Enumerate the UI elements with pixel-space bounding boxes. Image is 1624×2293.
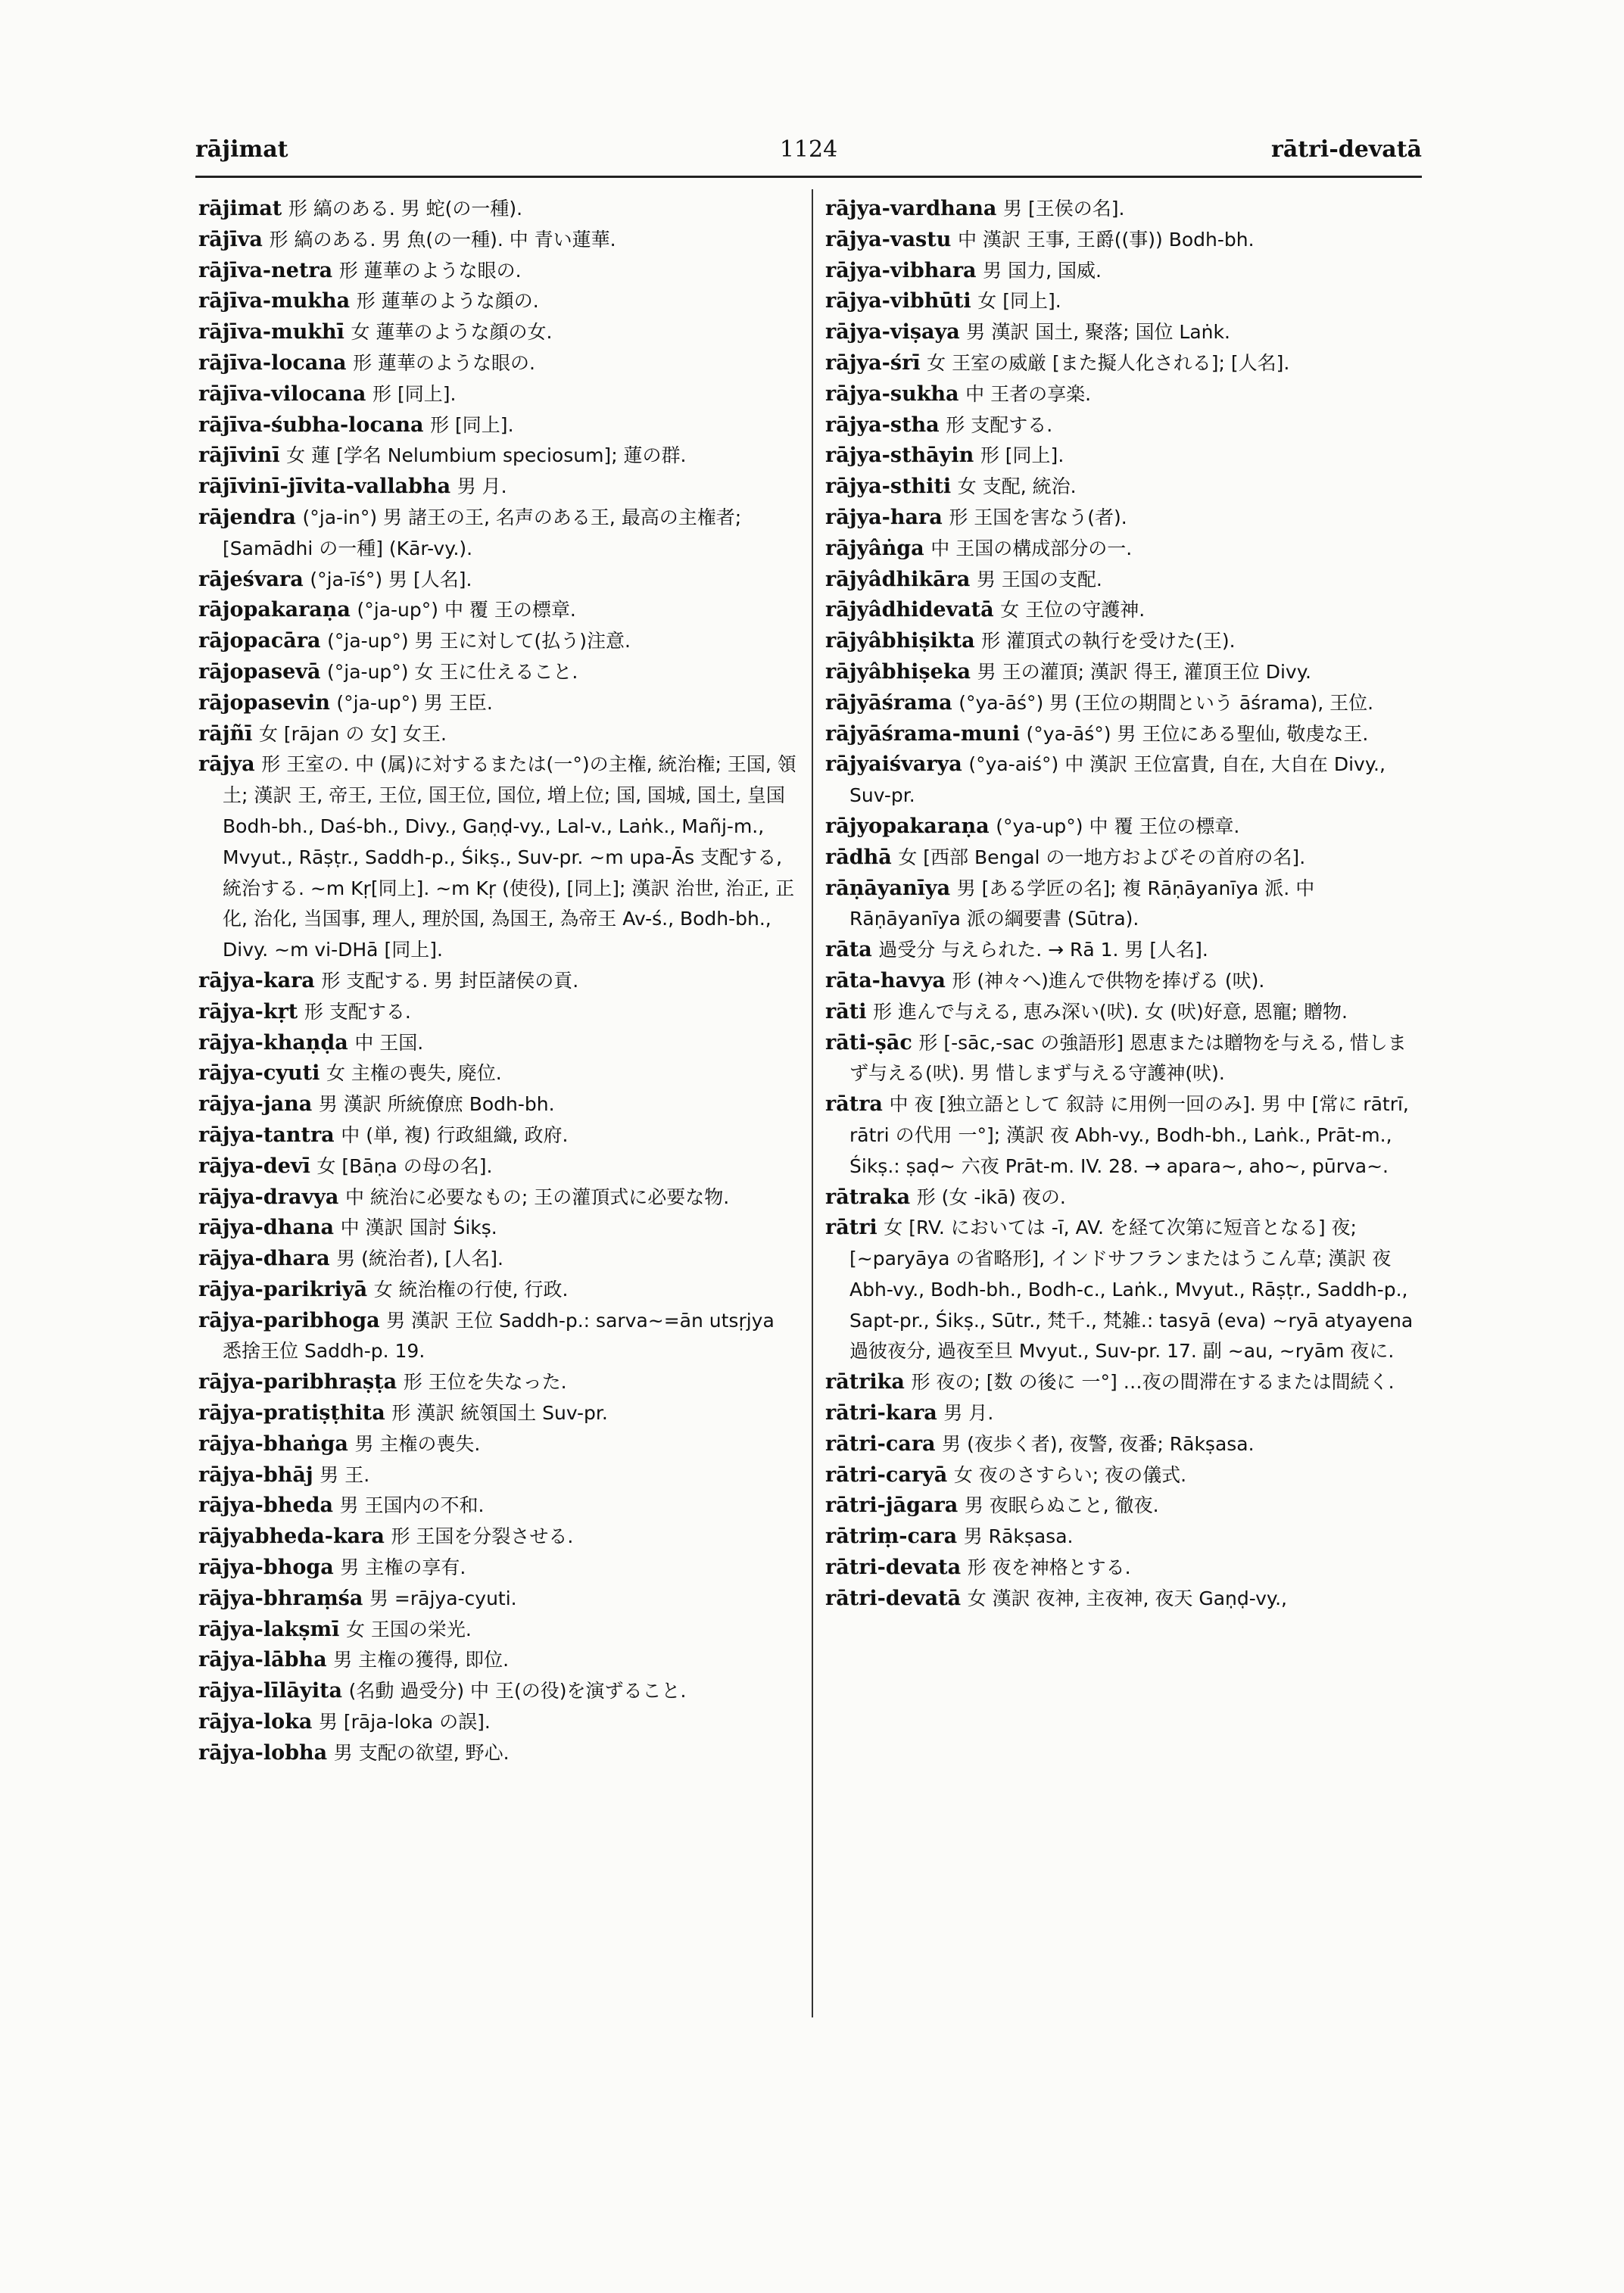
entry-headword: rājya-loka	[198, 1710, 313, 1734]
header-rule	[195, 176, 1422, 178]
entry-gloss: (°ja-in°) 男 諸王の王, 名声のある王, 最高の主権者; [Samādhi の一種] (Kār-vy.).	[223, 506, 742, 559]
entry-gloss: 形 王位を失なった.	[403, 1371, 567, 1394]
entry-gloss: 形 [同上].	[430, 413, 514, 436]
entry-headword: rājya-bhaṅga	[198, 1432, 348, 1456]
entry-headword: rājya-bhāj	[198, 1463, 313, 1487]
entry-headword: rājyāśrama-muni	[825, 721, 1020, 746]
entry-gloss: 男 主権の享有.	[340, 1556, 466, 1579]
dictionary-entry	[198, 1182, 796, 1213]
entry-headword: rājñī	[198, 721, 253, 746]
dictionary-entry	[825, 534, 1423, 565]
entry-gloss: 男 主権の獲得, 即位.	[333, 1649, 510, 1671]
entry-headword: rājya-paribhoga	[198, 1308, 380, 1332]
entry-headword: rājya-vibhūti	[825, 289, 971, 313]
dictionary-entry	[825, 626, 1423, 657]
entry-headword: rātri-caryā	[825, 1463, 948, 1487]
dictionary-entry	[825, 256, 1423, 287]
dictionary-entry	[198, 565, 796, 596]
dictionary-entry	[825, 966, 1423, 997]
entry-gloss: 中 王者の享楽.	[965, 382, 1092, 405]
dictionary-entry	[198, 719, 796, 750]
entry-gloss: (°ja-up°) 男 王に対して(払う)注意.	[327, 630, 631, 653]
entry-gloss: 形 蓮華のような眼の.	[338, 259, 522, 282]
dictionary-entry	[825, 503, 1423, 534]
entry-gloss: 中 王国の構成部分の一.	[930, 537, 1133, 559]
entry-headword: rātri	[825, 1216, 877, 1240]
dictionary-entry	[198, 1213, 796, 1244]
entry-gloss: 形 蓮華のような眼の.	[353, 351, 535, 374]
dictionary-entry	[198, 410, 796, 441]
right-column	[825, 194, 1423, 1615]
entry-headword: rājya-kṛt	[198, 999, 298, 1023]
dictionary-entry	[825, 688, 1423, 719]
entry-gloss: 男 王国の支配.	[976, 568, 1102, 590]
entry-gloss: 過受分 与えられた. → Rā 1. 男 [人名].	[878, 939, 1208, 961]
dictionary-entry	[825, 1089, 1423, 1182]
dictionary-entry	[198, 1306, 796, 1368]
dictionary-entry	[198, 1615, 796, 1646]
entry-headword: rājeśvara	[198, 567, 304, 591]
dictionary-entry	[198, 1244, 796, 1275]
dictionary-entry	[198, 1553, 796, 1584]
entry-gloss: (°ja-up°) 女 王に仕えること.	[327, 660, 578, 683]
entry-headword: rājyâṅga	[825, 536, 924, 560]
entry-headword: rājīva-locana	[198, 350, 347, 375]
entry-gloss: 形 灌頂式の執行を受けた(王).	[981, 630, 1236, 653]
entry-headword: rājya-sthiti	[825, 475, 952, 499]
entry-gloss: 中 (単, 複) 行政組織, 政府.	[341, 1123, 569, 1146]
entry-headword: rātrika	[825, 1370, 905, 1394]
entry-gloss: 形 (神々へ)進んで供物を捧げる (吠).	[952, 969, 1265, 992]
dictionary-entry	[198, 286, 796, 317]
entry-gloss: 男 国力, 国威.	[983, 259, 1102, 282]
entry-gloss: 形 王国を害なう(者).	[949, 506, 1127, 528]
entry-gloss: 形 支配する.	[304, 1000, 411, 1023]
entry-gloss: 女 漢訳 夜神, 主夜神, 夜天 Gaṇḍ-vy.,	[967, 1587, 1287, 1609]
dictionary-entry	[825, 1460, 1423, 1491]
entry-headword: rājya-lābha	[198, 1648, 327, 1672]
entry-gloss: 男 月.	[457, 475, 507, 498]
entry-headword: rājya-śrī	[825, 350, 921, 375]
entry-gloss: 女 支配, 統治.	[957, 475, 1077, 498]
entry-headword: rāti	[825, 999, 867, 1023]
entry-gloss: 形 支配する. 男 封臣諸侯の貢.	[321, 969, 579, 992]
entry-headword: rājya-tantra	[198, 1123, 335, 1147]
entry-headword: rājya-lakṣmī	[198, 1617, 340, 1641]
header-last-headword: rātri-devatā	[1271, 136, 1422, 163]
entry-gloss: 形 王室の. 中 (属)に対するまたは(一°)の主権, 統治権; 王国, 領土; 漢訳 王, 帝王, 王位, 国王位, 国位, 増上位; 国, 国城, 国土, 皇国 Bodh-bh., Daś-bh., Divy., Gaṇḍ-vy., Lal-v., Laṅk., Mañj-m., Mvyut., Rāṣṭr., Saddh-p., Śikṣ., Suv-pr. ~m upa-Ās 支配する, 統治する. ~m Kṛ[同上]. ~m Kṛ (使役), [同上]; 漢訳 治世, 治正, 正化, 治化, 当国事, 理人, 理於国, 為国王, 為帝王 Av-ś., Bodh-bh., Divy. ~m vi-DHā [同上].	[223, 753, 796, 961]
entry-headword: rājya-vastu	[825, 227, 952, 251]
entry-gloss: 男 [rāja-loka の誤].	[318, 1711, 491, 1734]
dictionary-entry	[198, 317, 796, 348]
dictionary-entry	[198, 966, 796, 997]
entry-headword: rātri-kara	[825, 1401, 937, 1425]
entry-gloss: 形 夜の; [数 の後に 一°] …夜の間滞在するまたは間続く.	[911, 1371, 1395, 1394]
entry-gloss: 女 [西部 Bengal の一地方およびその首府の名].	[898, 846, 1306, 868]
entry-headword: rāta	[825, 938, 872, 962]
dictionary-entry	[198, 441, 796, 472]
dictionary-entry	[198, 1584, 796, 1615]
entry-gloss: 男 (統治者), [人名].	[336, 1248, 504, 1270]
entry-headword: rājya-sukha	[825, 382, 959, 406]
dictionary-entry	[198, 626, 796, 657]
dictionary-entry	[198, 1738, 796, 1769]
entry-gloss: 女 統治権の行使, 行政.	[373, 1278, 569, 1301]
entry-gloss: 男 夜眠らぬこと, 徹夜.	[964, 1494, 1159, 1517]
header-first-headword: rājimat	[195, 136, 288, 163]
entry-headword: rājya-khaṇḍa	[198, 1030, 348, 1055]
dictionary-entry	[198, 1028, 796, 1059]
entry-gloss: 形 漢訳 統領国土 Suv-pr.	[391, 1402, 608, 1425]
dictionary-entry	[825, 719, 1423, 750]
dictionary-entry	[825, 565, 1423, 596]
dictionary-entry	[825, 595, 1423, 626]
entry-gloss: 中 王国.	[354, 1031, 424, 1054]
dictionary-entry	[825, 1522, 1423, 1553]
entry-headword: rājya-lobha	[198, 1740, 328, 1765]
page-number: 1124	[779, 136, 838, 163]
entry-headword: rāti-ṣāc	[825, 1030, 912, 1055]
entry-headword: rājya	[198, 752, 255, 777]
entry-headword: rātri-jāgara	[825, 1494, 959, 1518]
entry-headword: rājya-paribhraṣṭa	[198, 1370, 397, 1394]
dictionary-entry	[198, 1120, 796, 1151]
dictionary-entry	[825, 410, 1423, 441]
entry-headword: rātri-cara	[825, 1432, 936, 1456]
dictionary-entry	[198, 1367, 796, 1398]
dictionary-entry	[825, 1553, 1423, 1584]
dictionary-entry	[198, 225, 796, 256]
entry-gloss: 女 王位の守護神.	[1000, 599, 1146, 622]
entry-headword: rājya-pratiṣṭhita	[198, 1401, 385, 1425]
dictionary-entry	[198, 1460, 796, 1491]
entry-headword: rājīvinī	[198, 444, 280, 468]
entry-headword: rādhā	[825, 845, 892, 869]
dictionary-entry	[198, 688, 796, 719]
entry-gloss: 女 夜のさすらい; 夜の儀式.	[953, 1463, 1187, 1486]
dictionary-entry	[825, 1491, 1423, 1522]
entry-headword: rājya-cyuti	[198, 1061, 320, 1086]
dictionary-entry	[198, 657, 796, 688]
entry-headword: rājya-vibhara	[825, 258, 977, 282]
entry-gloss: (°ja-īś°) 男 [人名].	[310, 568, 472, 590]
entry-gloss: 形 [同上].	[372, 382, 457, 405]
dictionary-entry	[198, 1398, 796, 1429]
dictionary-entry	[825, 1429, 1423, 1460]
dictionary-entry	[825, 1028, 1423, 1090]
entry-headword: rātra	[825, 1092, 883, 1117]
entry-gloss: 男 [ある学匠の名]; 複 Rāṇāyanīya 派. 中 Rāṇāyanīya 派の綱要書 (Sūtra).	[849, 877, 1315, 930]
entry-headword: rājyāśrama	[825, 690, 952, 715]
entry-gloss: 男 Rākṣasa.	[963, 1525, 1074, 1548]
entry-gloss: 中 漢訳 王事, 王爵((事)) Bodh-bh.	[957, 228, 1255, 251]
dictionary-entry	[825, 441, 1423, 472]
dictionary-entry	[198, 256, 796, 287]
dictionary-entry	[825, 812, 1423, 843]
entry-headword: rātraka	[825, 1185, 911, 1209]
dictionary-entry	[198, 1676, 796, 1707]
entry-gloss: 男 漢訳 国土, 聚落; 国位 Laṅk.	[966, 321, 1230, 344]
entry-gloss: 男 王の灌頂; 漢訳 得王, 灌頂王位 Divy.	[977, 660, 1311, 683]
dictionary-entry	[825, 1213, 1423, 1367]
entry-headword: rāṇāyanīya	[825, 876, 951, 900]
entry-gloss: 女 [同上].	[977, 290, 1061, 313]
entry-headword: rājīva-mukhī	[198, 320, 344, 344]
entry-headword: rājīva-śubha-locana	[198, 413, 424, 437]
entry-gloss: (°ja-up°) 男 王臣.	[336, 691, 493, 714]
dictionary-entry	[825, 348, 1423, 379]
entry-gloss: (名動 過受分) 中 王(の役)を演ずること.	[348, 1680, 687, 1703]
dictionary-entry	[825, 225, 1423, 256]
dictionary-entry	[825, 1584, 1423, 1615]
dictionary-entry	[198, 1522, 796, 1553]
entry-headword: rājendra	[198, 505, 296, 529]
dictionary-entry	[825, 472, 1423, 503]
entry-headword: rājyabheda-kara	[198, 1525, 385, 1549]
entry-headword: rājya-līlāyita	[198, 1679, 343, 1703]
entry-gloss: 男 王.	[320, 1463, 370, 1486]
entry-gloss: 形 進んで与える, 恵み深い(吠). 女 (吠)好意, 恩寵; 贈物.	[873, 1000, 1348, 1023]
entry-gloss: 中 漢訳 国討 Śikṣ.	[340, 1217, 497, 1239]
entry-headword: rājya-dhana	[198, 1216, 335, 1240]
entry-headword: rājīva-vilocana	[198, 382, 366, 406]
entry-gloss: 中 夜 [独立語として 叙詩 に用例一回のみ]. 男 中 [常に rātrī, rātri の代用 一°]; 漢訳 夜 Abh-vy., Bodh-bh., Laṅk., Prāt-m., Śikṣ.: ṣaḍ~ 六夜 Prāt-m. IV. 28. → apara~, aho~, pūrva~.	[849, 1093, 1409, 1177]
entry-gloss: 男 漢訳 所統僚庶 Bodh-bh.	[318, 1093, 555, 1116]
entry-gloss: 女 [Bāṇa の母の名].	[316, 1154, 493, 1177]
entry-headword: rājyopakaraṇa	[825, 814, 990, 838]
entry-headword: rājya-devī	[198, 1154, 310, 1178]
entry-headword: rātriṃ-cara	[825, 1525, 958, 1549]
entry-headword: rājyâbhiṣeka	[825, 659, 971, 684]
entry-gloss: 形 [同上].	[980, 444, 1064, 467]
entry-gloss: 男 支配の欲望, 野心.	[333, 1741, 510, 1764]
entry-headword: rājopasevā	[198, 659, 321, 684]
entry-gloss: 女 主権の喪失, 廃位.	[326, 1062, 502, 1085]
entry-headword: rājīva	[198, 227, 263, 251]
entry-headword: rājīva-mukha	[198, 289, 351, 313]
entry-gloss: 女 蓮 [学名 Nelumbium speciosum]; 蓮の群.	[286, 444, 687, 467]
entry-headword: rājya-stha	[825, 413, 940, 437]
entry-headword: rājya-kara	[198, 968, 315, 992]
entry-headword: rājopacāra	[198, 629, 321, 653]
dictionary-entry	[825, 1182, 1423, 1213]
entry-gloss: (°ja-up°) 中 覆 王の標章.	[357, 599, 576, 622]
entry-headword: rājopakaraṇa	[198, 598, 351, 622]
dictionary-entry	[198, 595, 796, 626]
dictionary-entry	[198, 348, 796, 379]
dictionary-entry	[198, 1491, 796, 1522]
entry-gloss: 女 王国の栄光.	[345, 1618, 472, 1640]
dictionary-entry	[198, 503, 796, 565]
dictionary-entry	[825, 194, 1423, 225]
entry-gloss: 女 蓮華のような顔の女.	[351, 321, 553, 344]
entry-gloss: 男 (夜歩く者), 夜警, 夜番; Rākṣasa.	[942, 1432, 1255, 1455]
dictionary-entry	[825, 1398, 1423, 1429]
entry-headword: rāta-havya	[825, 968, 946, 992]
entry-gloss: 形 縞のある. 男 蛇(の一種).	[288, 198, 523, 220]
entry-gloss: 男 主権の喪失.	[354, 1432, 481, 1455]
entry-gloss: 形 (女 -ikā) 夜の.	[916, 1185, 1066, 1208]
entry-gloss: 形 蓮華のような顔の.	[356, 290, 539, 313]
entry-headword: rājya-dhara	[198, 1247, 330, 1271]
dictionary-entry	[825, 874, 1423, 936]
entry-headword: rājimat	[198, 197, 282, 220]
entry-gloss: 男 王国内の不和.	[339, 1494, 485, 1517]
entry-gloss: 形 縞のある. 男 魚(の一種). 中 青い蓮華.	[269, 228, 616, 251]
dictionary-entry	[198, 1151, 796, 1182]
entry-headword: rājya-bheda	[198, 1494, 333, 1518]
dictionary-entry	[198, 749, 796, 966]
entry-headword: rājyâbhiṣikta	[825, 629, 975, 653]
entry-gloss: 男 =rājya-cyuti.	[369, 1587, 517, 1609]
dictionary-entry	[198, 1089, 796, 1120]
entry-headword: rājya-bhraṃśa	[198, 1586, 363, 1610]
entry-headword: rājopasevin	[198, 690, 330, 715]
entry-gloss: 形 夜を神格とする.	[967, 1556, 1131, 1579]
entry-headword: rātri-devatā	[825, 1586, 962, 1610]
dictionary-entry	[198, 1645, 796, 1676]
entry-headword: rājya-dravya	[198, 1185, 339, 1209]
entry-headword: rājya-parikriyā	[198, 1277, 368, 1301]
entry-gloss: 女 王室の威厳 [また擬人化される]; [人名].	[927, 351, 1290, 374]
entry-headword: rājyâdhidevatā	[825, 598, 994, 622]
dictionary-entry	[198, 997, 796, 1028]
entry-gloss: 女 [rājan の 女] 女王.	[258, 722, 447, 745]
entry-headword: rājīva-netra	[198, 258, 333, 282]
dictionary-entry	[198, 1429, 796, 1460]
entry-gloss: (°ya-up°) 中 覆 王位の標章.	[996, 815, 1240, 837]
entry-headword: rājya-vardhana	[825, 197, 997, 220]
dictionary-entry	[198, 194, 796, 225]
entry-headword: rājya-jana	[198, 1092, 313, 1117]
dictionary-entry	[198, 1058, 796, 1089]
entry-gloss: 形 王国を分裂させる.	[391, 1525, 574, 1548]
dictionary-entry	[825, 935, 1423, 966]
dictionary-entry	[825, 286, 1423, 317]
dictionary-entry	[825, 997, 1423, 1028]
entry-gloss: 男 漢訳 王位 Saddh-p.: sarva~=ān utsṛjya 悉捨王位 Saddh-p. 19.	[223, 1309, 775, 1363]
entry-headword: rājya-hara	[825, 505, 943, 529]
dictionary-entry	[825, 843, 1423, 874]
column-divider	[812, 189, 813, 2017]
entry-gloss: (°ya-āś°) 男 (王位の期間という āśrama), 王位.	[959, 691, 1374, 714]
dictionary-entry	[825, 1367, 1423, 1398]
dictionary-entry	[198, 1707, 796, 1738]
entry-headword: rātri-devata	[825, 1556, 962, 1580]
dictionary-entry	[825, 749, 1423, 812]
entry-headword: rājyaiśvarya	[825, 752, 962, 777]
dictionary-entry	[825, 317, 1423, 348]
dictionary-entry	[198, 1275, 796, 1306]
entry-headword: rājya-sthāyin	[825, 444, 974, 468]
entry-gloss: 形 支配する.	[946, 413, 1053, 436]
entry-gloss: 男 [王侯の名].	[1003, 198, 1125, 220]
entry-gloss: (°ya-aiś°) 中 漢訳 王位富貴, 自在, 大自在 Divy., Suv-pr.	[849, 753, 1386, 807]
dictionary-entry	[198, 379, 796, 410]
entry-headword: rājyâdhikāra	[825, 567, 971, 591]
page-header	[195, 136, 1422, 174]
entry-gloss: 形 [-sāc,-sac の強語形] 恩恵または贈物を与える, 惜しまず与える(吠). 男 惜しまず与える守護神(吠).	[849, 1031, 1407, 1085]
entry-gloss: 中 統治に必要なもの; 王の灌頂式に必要な物.	[344, 1185, 730, 1208]
entry-gloss: 男 月.	[943, 1402, 994, 1425]
entry-headword: rājīvinī-jīvita-vallabha	[198, 475, 451, 499]
dictionary-entry	[825, 379, 1423, 410]
entry-headword: rājya-bhoga	[198, 1556, 334, 1580]
entry-gloss: 女 [RV. においては -ī, AV. を経て次第に短音となる] 夜; [~paryāya の省略形], インドサフランまたはうこん草; 漢訳 夜 Abh-vy., Bodh-bh., Bodh-c., Laṅk., Mvyut., Rāṣṭr., Saddh-p., Sapt-pr., Śikṣ., Sūtr., 梵千., 梵雑.: tasyā (eva) ~ryā atyayena 過彼夜分, 過夜至旦 Mvyut., Suv-pr. 17. 副 ~au, ~ryām 夜に.	[849, 1217, 1414, 1363]
dictionary-entry	[825, 657, 1423, 688]
entry-gloss: (°ya-āś°) 男 王位にある聖仙, 敬虔な王.	[1026, 722, 1369, 745]
dictionary-entry	[198, 472, 796, 503]
left-column	[198, 194, 796, 1769]
entry-headword: rājya-viṣaya	[825, 320, 960, 344]
